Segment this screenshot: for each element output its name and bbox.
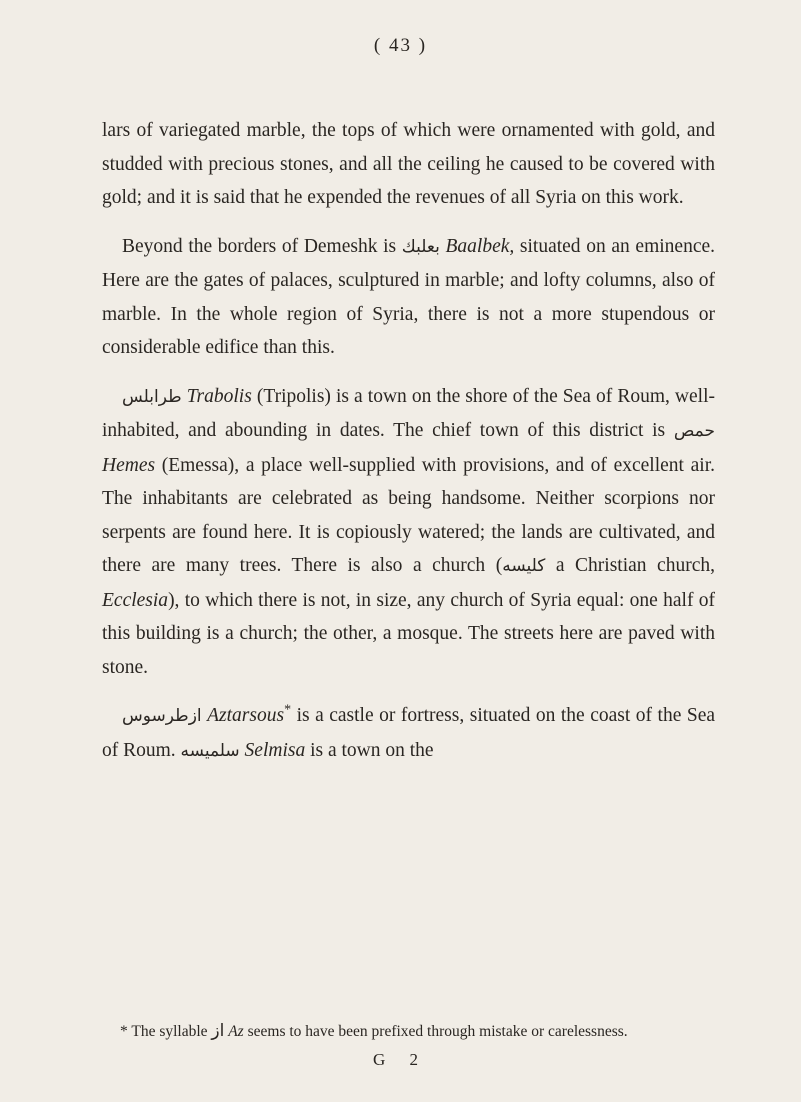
- body-text: [102, 114, 715, 768]
- page-number: ( 43 ): [373, 35, 428, 56]
- text: seems to have been prefixed through mistake or carelessness.: [243, 1023, 628, 1040]
- text: Beyond the borders of Demeshk is: [122, 235, 402, 257]
- paragraph-4: [102, 699, 715, 768]
- italic-term: Az: [228, 1023, 244, 1040]
- italic-term: Selmisa: [244, 739, 306, 761]
- arabic-word: كليسه: [502, 556, 546, 576]
- paragraph-1: lars of variegated marble, the tops of which were ornamented with gold, and studded with precious stones, and all the ceiling he caused to be covered with gold; and it is said that he expended the revenues of all Syria on this work.: [102, 120, 715, 208]
- text: is a town on the: [305, 739, 434, 761]
- text: (Emessa), a place well-supplied with provisions, and of excellent air. The inhabitants are celebrated as being handsome. Neither scorpions nor serpents are found here. It is copiously watered; the lands are cultivated, and there are many trees. There is also a church (: [102, 454, 715, 576]
- arabic-word: ازطرسوس: [122, 706, 202, 726]
- text: is a castle or fortress, situated on the coast of the Sea of Roum.: [102, 705, 716, 761]
- footnote: [120, 1020, 720, 1043]
- italic-term: Trabolis: [186, 385, 252, 407]
- arabic-word: حمص: [673, 421, 715, 441]
- paragraph-2: [102, 230, 715, 365]
- signature-mark: G 2: [372, 1050, 429, 1069]
- paragraph-3: [102, 380, 715, 685]
- footnote-marker: *: [120, 1023, 128, 1040]
- text: a Christian church,: [545, 555, 715, 576]
- arabic-word: سلميسه: [180, 740, 240, 761]
- text: (Tripolis) is a town on the shore of the Sea of Roum, well-inhabited, and abounding in dates. The chief town of this district is: [102, 385, 716, 441]
- text: ), to which there is not, in size, any church of Syria equal: one half of this building is a church; the other, a mosque. The streets here are paved with stone.: [102, 589, 715, 678]
- footnote-marker: *: [284, 702, 292, 718]
- arabic-word: بعلبك: [401, 236, 440, 257]
- italic-term: Baalbek,: [445, 235, 515, 257]
- text: situated on an eminence. Here are the gates of palaces, sculptured in marble; and lofty columns, also of marble. In the whole region of Syria, there is not a more stupendous or considerable edifice than this.: [102, 235, 716, 358]
- arabic-word: از: [211, 1021, 225, 1041]
- italic-term: Aztarsous: [207, 705, 285, 726]
- italic-term: Ecclesia: [102, 589, 169, 611]
- text: The syllable: [127, 1023, 212, 1040]
- arabic-word: طرابلس: [122, 386, 182, 407]
- italic-term: Hemes: [102, 454, 156, 476]
